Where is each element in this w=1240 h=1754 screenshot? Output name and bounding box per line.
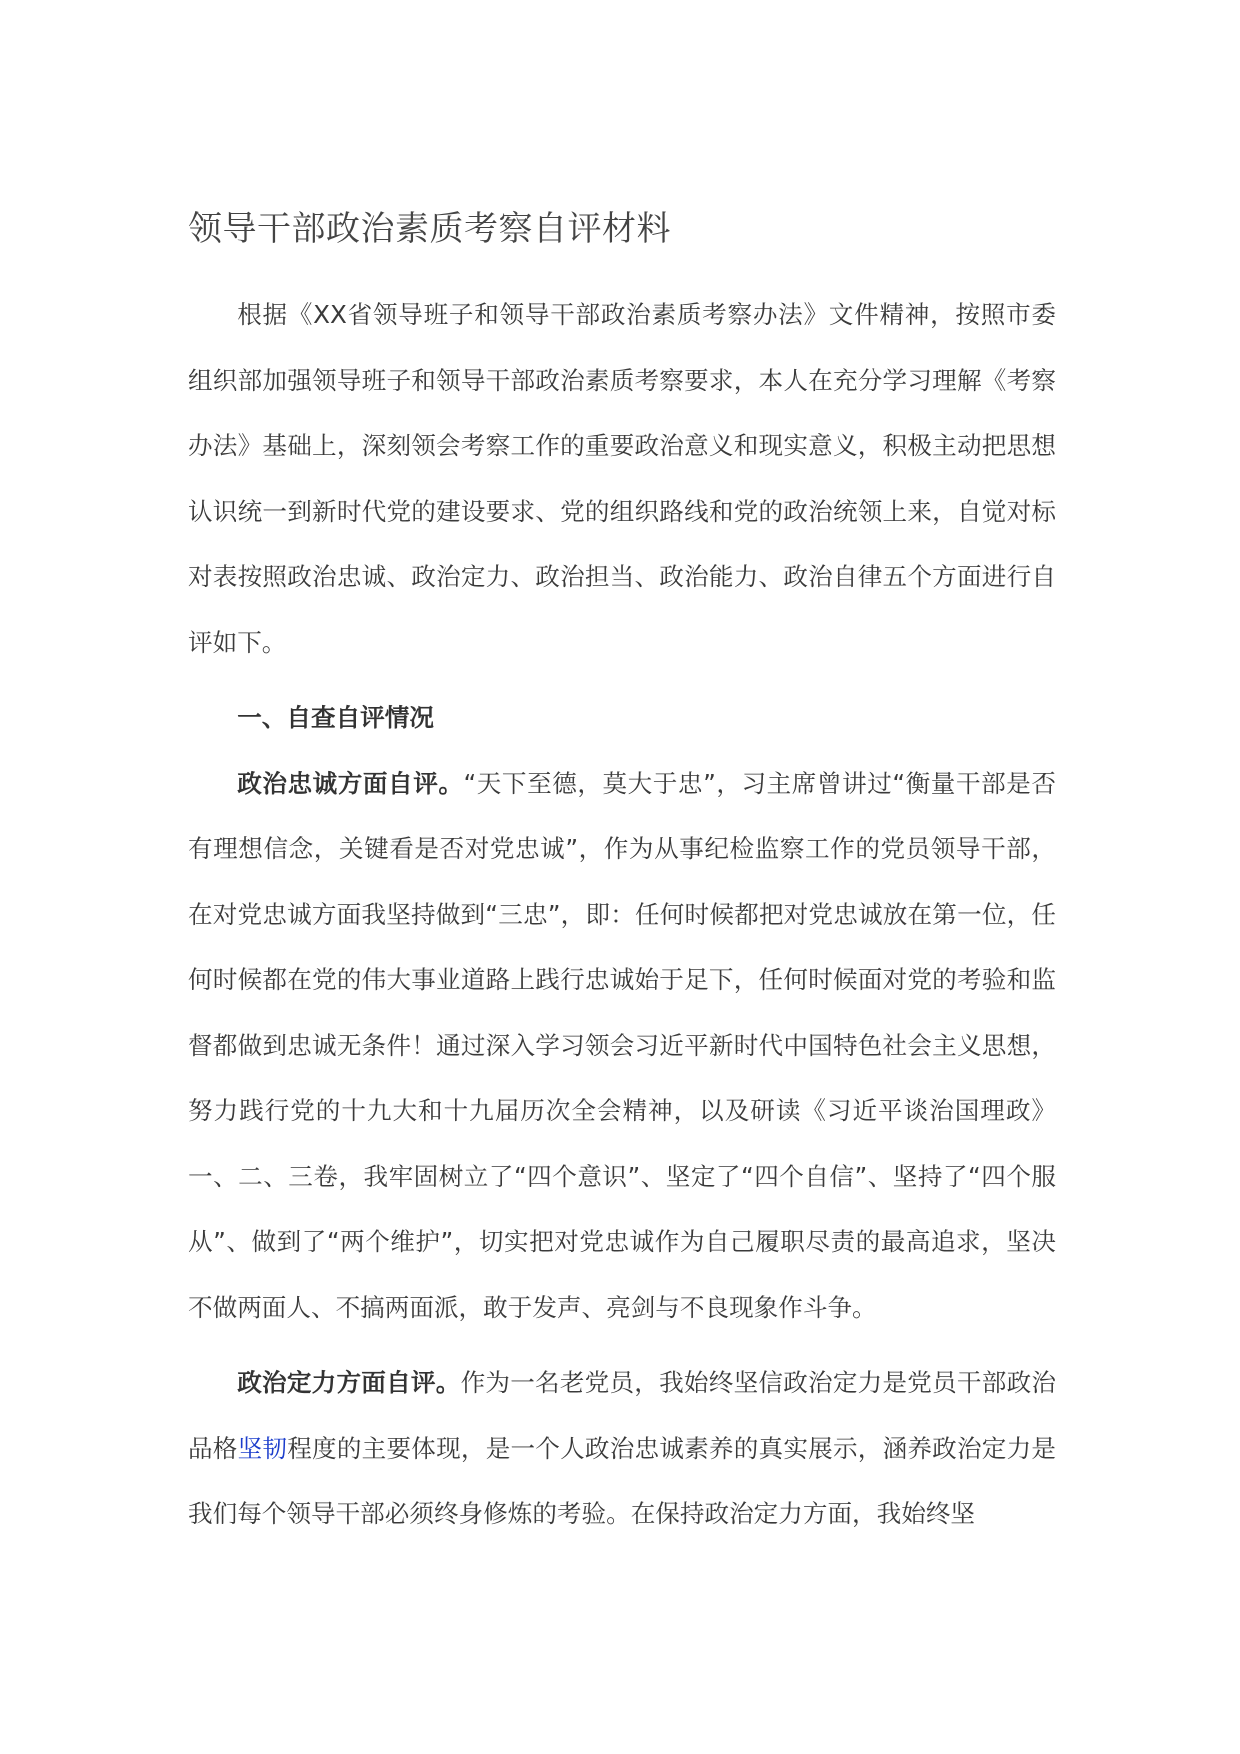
resolve-lead: 政治定力方面自评。	[237, 1368, 461, 1397]
resolve-text-before: 作为一名老党员，我始终坚信政治定力是党员干部政治品格	[188, 1368, 1056, 1463]
document-title: 领导干部政治素质考察自评材料	[188, 209, 671, 249]
loyalty-paragraph	[188, 751, 1056, 1341]
section-heading: 一、自查自评情况	[237, 703, 434, 732]
resolve-text-after: 程度的主要体现，是一个人政治忠诚素养的真实展示，涵养政治定力是我们每个领导干部必须终身修炼的考验。在保持政治定力方面，我始终坚	[188, 1433, 1056, 1528]
intro-paragraph: 根据《XX省领导班子和领导干部政治素质考察办法》文件精神，按照市委组织部加强领导班子和领导干部政治素质考察要求，本人在充分学习理解《考察办法》基础上，深刻领会考察工作的重要政治意义和现实意义，积极主动把思想认识统一到新时代党的建设要求、党的组织路线和党的政治统领上来，自觉对标对表按照政治忠诚、政治定力、政治担当、政治能力、政治自律五个方面进行自评如下。	[188, 300, 1056, 657]
loyalty-text: “天下至德，莫大于忠”，习主席曾讲过“衡量干部是否有理想信念，关键看是否对党忠诚”，作为从事纪检监察工作的党员领导干部，在对党忠诚方面我坚持做到“三忠”，即：任何时候都把对党忠诚放在第一位，任何时候都在党的伟大事业道路上践行忠诚始于足下，任何时候面对党的考验和监督都做到忠诚无条件！通过深入学习领会习近平新时代中国特色社会主义思想，努力践行党的十九大和十九届历次全会精神，以及研读《习近平谈治国理政》一、二、三卷，我牢固树立了“四个意识”、坚定了“四个自信”、坚持了“四个服从”、做到了“两个维护”，切实把对党忠诚作为自己履职尽责的最高追求，坚决不做两面人、不搞两面派，敢于发声、亮剑与不良现象作斗争。	[188, 768, 1056, 1322]
term-link[interactable]: 坚韧	[237, 1433, 288, 1463]
document-body	[188, 196, 1056, 1547]
loyalty-lead: 政治忠诚方面自评。	[237, 768, 464, 798]
resolve-paragraph	[188, 1350, 1056, 1547]
